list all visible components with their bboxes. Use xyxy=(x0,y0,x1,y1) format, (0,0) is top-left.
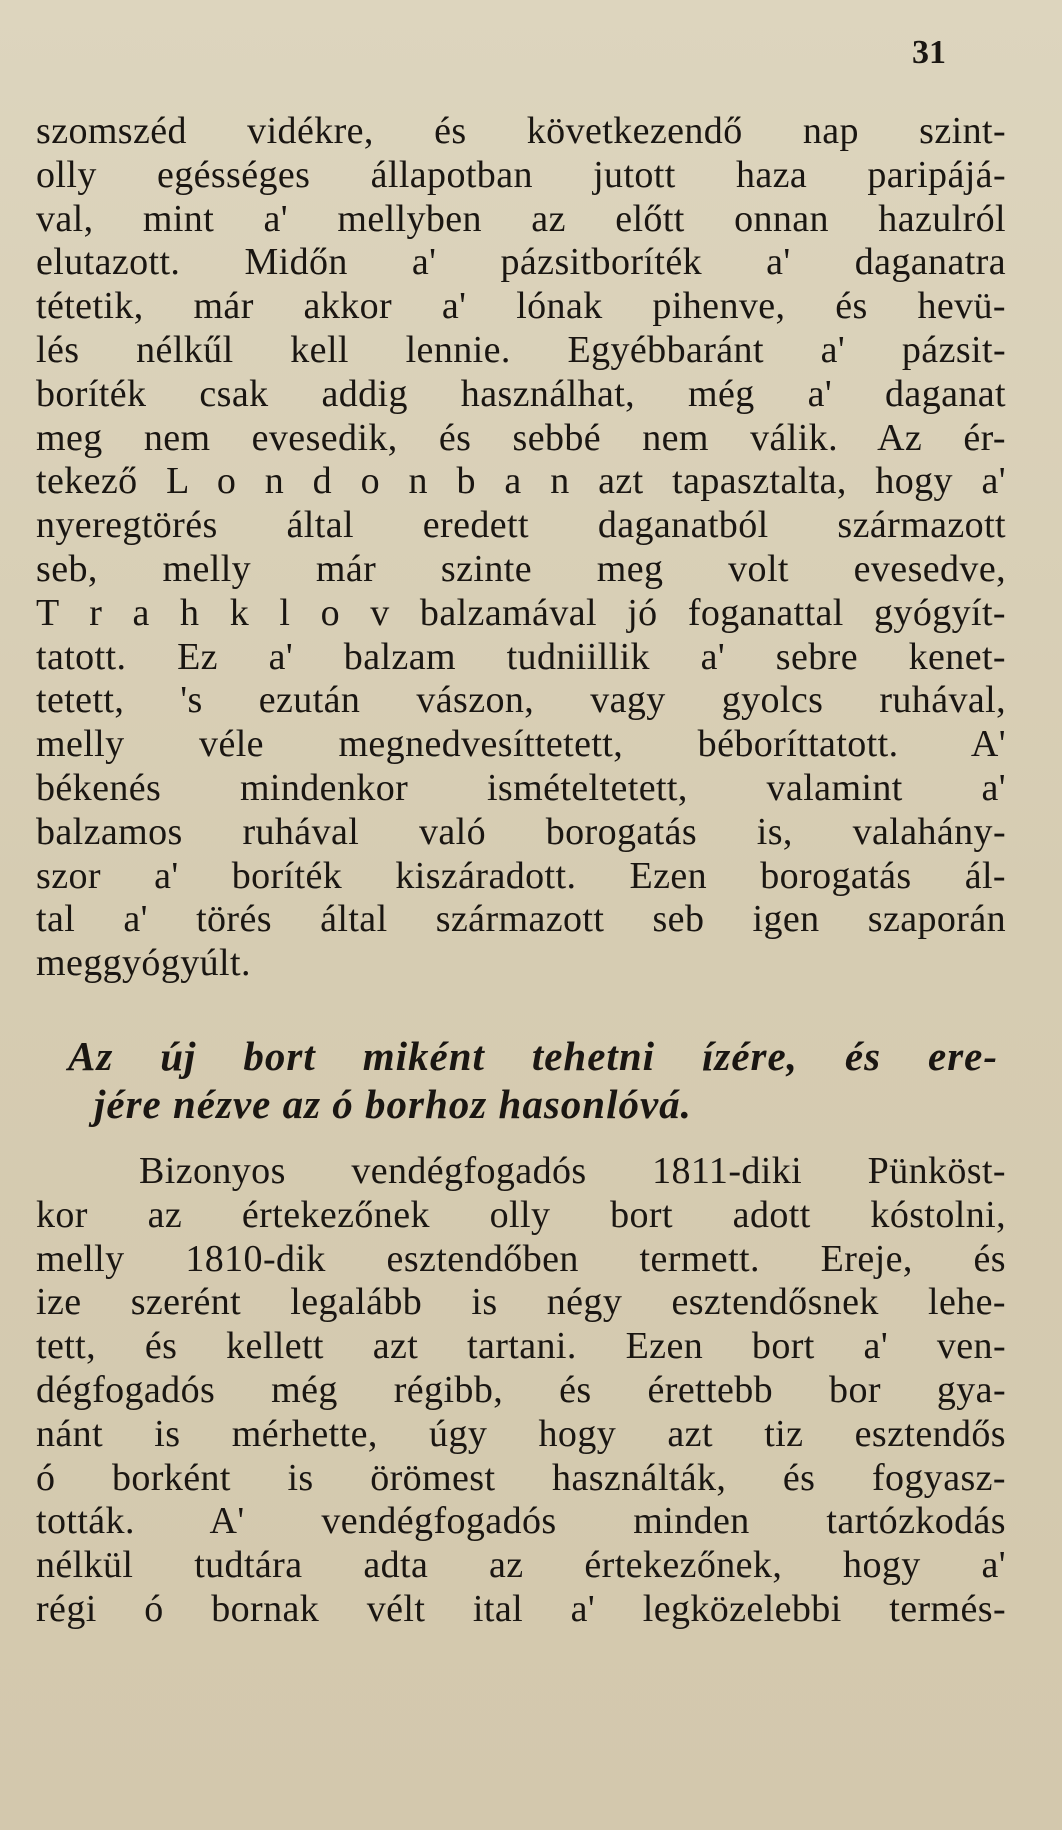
text-line: nánt is mérhette, úgy hogy azt tiz esztendős xyxy=(36,1412,1006,1455)
text-line: tett, és kellett azt tartani. Ezen bort a' ven- xyxy=(36,1325,1006,1368)
text-line: tották. A' vendégfogadós minden tartózkodás xyxy=(36,1500,1006,1543)
text-line: békenés mindenkor ismételtetett, valamint a' xyxy=(36,766,1006,809)
text-line: szor a' boríték kiszáradott. Ezen borogatás ál- xyxy=(36,854,1006,897)
text-line: olly egésséges állapotban jutott haza paripájá- xyxy=(36,153,1006,196)
text-line: melly véle megnedvesíttetett, béboríttatott. A' xyxy=(36,723,1006,766)
text-line: kor az értekezőnek olly bort adott kóstolni, xyxy=(36,1193,1006,1236)
text-line: tal a' törés által származott seb igen szaporán xyxy=(36,898,1006,941)
text-line: nyeregtörés által eredett daganatból származott xyxy=(36,504,1006,547)
text-line: T r a h k l o v balzamával jó foganattal gyógyít- xyxy=(36,591,1006,634)
text-line: seb, melly már szinte meg volt evesedve, xyxy=(36,547,1006,590)
paragraph-2 xyxy=(36,1150,1006,1632)
text-line: melly 1810-dik esztendőben termett. Ereje, és xyxy=(36,1237,1006,1280)
text-line: val, mint a' mellyben az előtt onnan hazulról xyxy=(36,197,1006,240)
text-line: tetett, 's ezután vászon, vagy gyolcs ruhával, xyxy=(36,679,1006,722)
text-line: elutazott. Midőn a' pázsitboríték a' daganatra xyxy=(36,241,1006,284)
text-line: meg nem evesedik, és sebbé nem válik. Az ér- xyxy=(36,416,1006,459)
page-number: 31 xyxy=(912,34,946,71)
text-line: dégfogadós még régibb, és érettebb bor gya- xyxy=(36,1368,1006,1411)
text-line: szomszéd vidékre, és következendő nap szint- xyxy=(36,110,1006,152)
text-line: tatott. Ez a' balzam tudniillik a' sebre kenet- xyxy=(36,635,1006,678)
text-line: tétetik, már akkor a' lónak pihenve, és hevü- xyxy=(36,285,1006,328)
section-heading xyxy=(68,1032,998,1128)
text-line: tekező L o n d o n b a n azt tapasztalta, hogy a' xyxy=(36,460,1006,503)
text-line: meggyógyúlt. xyxy=(36,942,251,985)
text-line: balzamos ruhával való borogatás is, valahány- xyxy=(36,810,1006,853)
heading-line: jére nézve az ó borhoz hasonlóvá. xyxy=(94,1081,692,1127)
heading-line: Az új bort miként tehetni ízére, és ere- xyxy=(68,1033,998,1079)
text-line: régi ó bornak vélt ital a' legközelebbi termés- xyxy=(36,1587,1006,1630)
text-line: lés nélkűl kell lennie. Egyébbaránt a' pázsit- xyxy=(36,328,1006,371)
paragraph-1 xyxy=(36,110,1006,986)
text-line: Bizonyos vendégfogadós 1811-diki Pünköst- xyxy=(139,1150,1006,1192)
text-line: ó borként is örömest használták, és fogyasz- xyxy=(36,1456,1006,1499)
text-line: nélkül tudtára adta az értekezőnek, hogy a' xyxy=(36,1544,1006,1587)
text-line: boríték csak addig használhat, még a' daganat xyxy=(36,372,1006,415)
text-line: ize szerént legalább is négy esztendősnek lehe- xyxy=(36,1281,1006,1324)
